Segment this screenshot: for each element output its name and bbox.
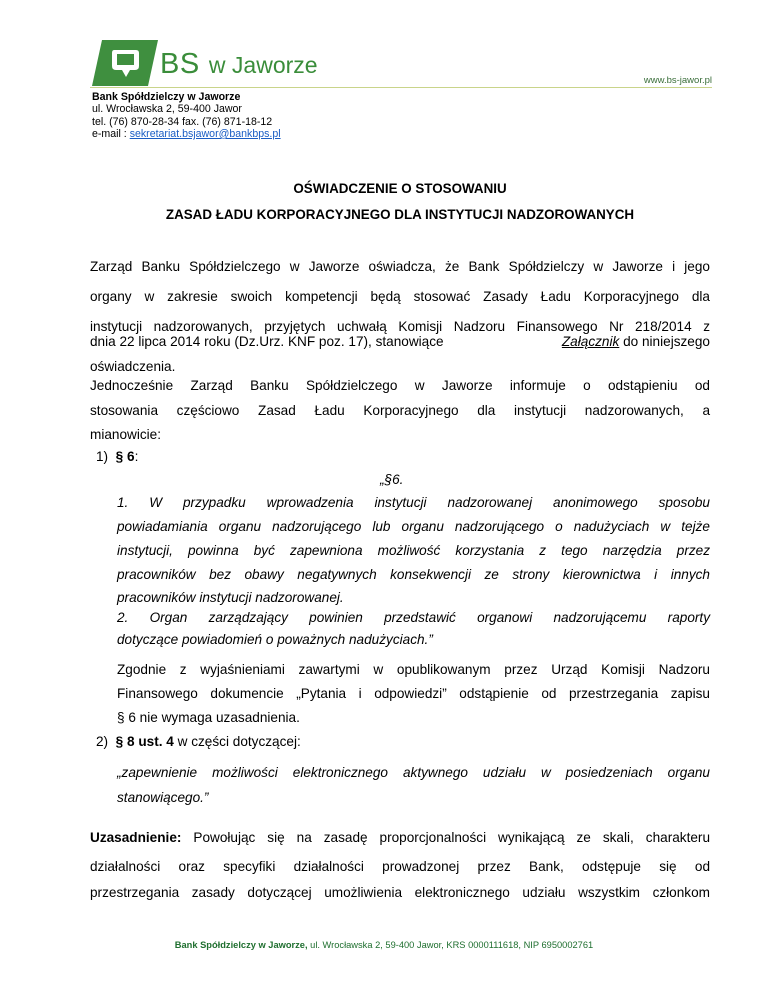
paragraph-line: Zarząd Banku Spółdzielczego w Jaworze oświadcza, że Bank Spółdzielczy w Jaworze i jego bbox=[90, 259, 710, 274]
email-label: e-mail : bbox=[92, 127, 130, 140]
bank-phone: tel. (76) 870-28-34 fax. (76) 871-18-12 bbox=[92, 115, 273, 128]
quote-line: pracowników bez obawy negatywnych konsekwencji ze strony kierownictwa i innych bbox=[117, 567, 710, 582]
paragraph-line: oświadczenia. bbox=[90, 359, 176, 374]
justification-line bbox=[90, 830, 710, 845]
bank-logo-icon bbox=[92, 40, 158, 86]
footer-details: ul. Wrocławska 2, 59-400 Jawor, KRS 0000111618, NIP 6950002761 bbox=[307, 940, 594, 950]
justification-label: Uzasadnienie: bbox=[90, 830, 182, 845]
colon: : bbox=[134, 449, 139, 464]
paragraph-line: mianowicie: bbox=[90, 427, 162, 442]
justification-text: Powołując się na zasadę proporcjonalności wynikającą ze skali, charakteru bbox=[181, 830, 710, 845]
annex-link[interactable] bbox=[562, 334, 710, 349]
bank-contact-block bbox=[92, 91, 281, 140]
bank-name: Bank Spółdzielczy w Jaworze bbox=[92, 91, 241, 103]
quote-line: 1. W przypadku wprowadzenia instytucji nadzorowanej anonimowego sposobu bbox=[117, 495, 710, 510]
list-item-1 bbox=[96, 449, 138, 464]
section-ref: § 8 ust. 4 bbox=[115, 734, 174, 749]
explanation-line: § 6 nie wymaga uzasadnienia. bbox=[117, 710, 300, 725]
email-link[interactable]: sekretariat.bsjawor@bankbps.pl bbox=[129, 127, 281, 140]
annex-link-text[interactable]: Załącznik bbox=[561, 334, 620, 349]
document-title-line1: OŚWIADCZENIE O STOSOWANIU bbox=[293, 181, 507, 196]
paragraph-line: instytucji nadzorowanych, przyjętych uchwałą Komisji Nadzoru Finansowego Nr 218/2014 z bbox=[90, 319, 710, 334]
page-footer bbox=[0, 940, 768, 950]
list-number: 1) bbox=[96, 449, 109, 464]
paragraph-line: stosowania częściowo Zasad Ładu Korporacyjnego dla instytucji nadzorowanych, a bbox=[90, 403, 710, 418]
paragraph-text: do niniejszego bbox=[623, 334, 710, 349]
list-item-text: w części dotyczącej: bbox=[173, 734, 301, 749]
list-item-2 bbox=[96, 734, 301, 749]
quote-line: 2. Organ zarządzający powinien przedstawić organowi nadzorującemu raporty bbox=[117, 610, 710, 625]
quote-line: instytucji, powinna być zapewniona możliwość korzystania z tego narzędzia przez bbox=[117, 543, 710, 558]
brand-location: w Jaworze bbox=[208, 52, 318, 78]
quote-line: stanowiącego.” bbox=[117, 790, 209, 805]
quote-line: pracowników instytucji nadzorowanej. bbox=[117, 590, 344, 605]
quote-line: dotyczące powiadomień o poważnych nadużyciach.” bbox=[117, 632, 433, 647]
document-title-line2: ZASAD ŁADU KORPORACYJNEGO DLA INSTYTUCJI NADZOROWANYCH bbox=[165, 207, 635, 222]
brand-bs: BS bbox=[160, 48, 200, 80]
list-number: 2) bbox=[96, 734, 109, 749]
quote-line: „zapewnienie możliwości elektronicznego aktywnego udziału w posiedzeniach organu bbox=[117, 765, 710, 780]
brand-name bbox=[160, 48, 318, 81]
website-url[interactable]: www.bs-jawor.pl bbox=[643, 75, 712, 86]
explanation-line: Finansowego dokumencie „Pytania i odpowiedzi” odstąpienie od przestrzegania zapisu bbox=[117, 686, 710, 701]
header-divider bbox=[90, 87, 712, 88]
paragraph-text: dnia 22 lipca 2014 roku (Dz.Urz. KNF poz. 17), stanowiące bbox=[90, 334, 444, 349]
paragraph-line: Jednocześnie Zarząd Banku Spółdzielczego w Jaworze informuje o odstąpieniu od bbox=[90, 378, 710, 393]
paragraph-line-with-link bbox=[90, 334, 710, 349]
justification-line: działalności oraz specyfiki działalności prowadzonej przez Bank, odstępuje się od bbox=[90, 859, 710, 874]
quote-heading: „§6. bbox=[380, 472, 404, 487]
bank-email-line bbox=[92, 128, 281, 140]
footer-bank-name: Bank Spółdzielczy w Jaworze, bbox=[174, 940, 308, 950]
paragraph-line: organy w zakresie swoich kompetencji będą stosować Zasady Ładu Korporacyjnego dla bbox=[90, 289, 710, 304]
explanation-line: Zgodnie z wyjaśnieniami zawartymi w opublikowanym przez Urząd Komisji Nadzoru bbox=[117, 662, 710, 677]
bank-address: ul. Wrocławska 2, 59-400 Jawor bbox=[92, 103, 242, 116]
justification-line: przestrzegania zasady dotyczącej umożliwienia elektronicznego udziału wszystkim członkom bbox=[90, 885, 710, 900]
section-ref: § 6 bbox=[115, 449, 135, 464]
quote-line: powiadamiania organu nadzorującego lub organu nadzorującego o nadużyciach w tejże bbox=[117, 519, 710, 534]
